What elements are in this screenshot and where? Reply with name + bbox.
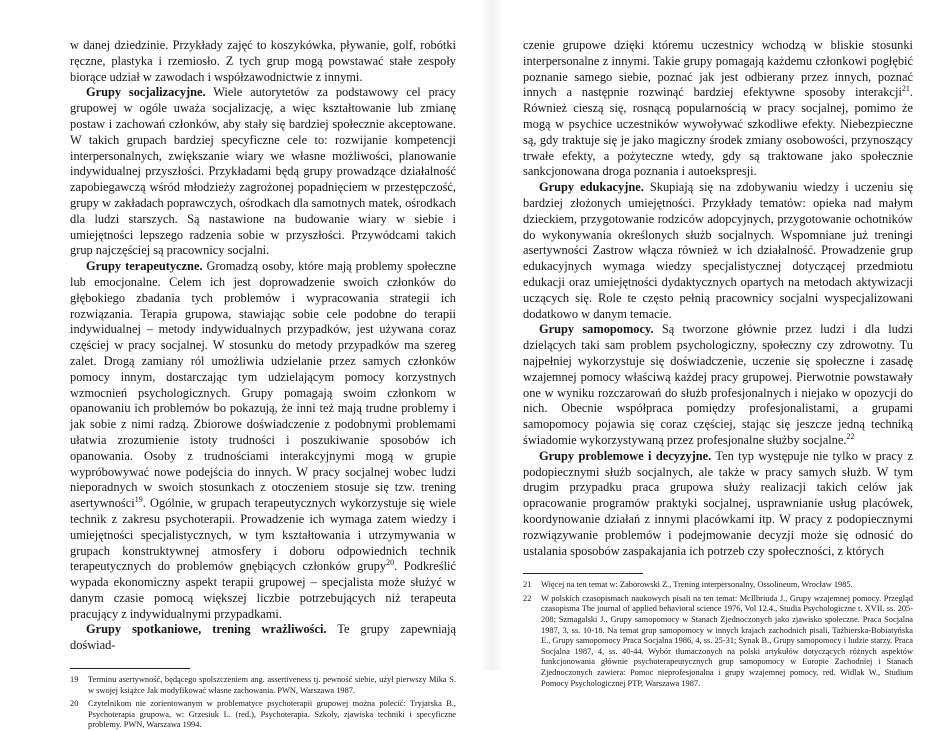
text-terapeutyczne-c: . Podkreślić wypada ekonomiczny aspekt terapii grupowej – specjalista może służyć w danym czasie pomocą większej liczbie potrzebujących niż terapeuta pracujący z indywidualnymi przypadkami. [70, 559, 456, 621]
footnote-ref-21[interactable]: 21 [901, 84, 910, 94]
footnote-text: Więcej na ten temat w: Zaborowski Z., Trening interpersonalny, Ossolineum, Wrocław 1985. [541, 580, 853, 590]
footnote-ref-19[interactable]: 19 [134, 494, 143, 504]
footnote-text: Czytelnikom nie zorientowanym w problematyce psychoterapii grupowej można polecić: Tryjarska B., Psychoterapia grupowa, w: Grzesiuk L. (red.), Psychoterapia. Szkoły, zjawiska techniki i specyficzne problemy. PWN, Warszawa 1994. [88, 699, 456, 730]
footnote-text: Terminu asertywność, będącego spolszczeniem ang. assertiveness tj. pewność siebie, użył pierwszy Mika S. w swojej książce Jak modyfikować własne zachowania. PWN, Warszawa 1987. [88, 675, 456, 695]
footnote-number: 21 [523, 580, 532, 590]
right-page [523, 38, 913, 708]
heading-edukacyjne: Grupy edukacyjne. [539, 180, 644, 195]
paragraph-intro: w danej dziedzinie. Przykłady zajęć to koszykówka, pływanie, golf, robótki ręczne, plastyka i rzemiosło. Z tych grup mogą powstawać stałe zespoły biorące udział w zawodach i współzawodnictwie z innymi. [70, 38, 456, 84]
heading-socjalizacyjne: Grupy socjalizacyjne. [86, 85, 206, 100]
paragraph-edukacyjne [523, 180, 913, 322]
footnote-divider [70, 668, 190, 669]
footnote-text: W polskich czasopismach naukowych pisali na ten temat: McIlbriuda J., Grupy wzajemnej pomocy. Przegląd czasopisma The journal of applied behavioral science 1976, Vol 12.4., Studia Psychologiczne t. XVII. ss. 205-208; Szmagalski J., Grupy samopomocy w Stanach Zjednoczonych jako zjawisko społeczne. Praca Socjalna 1987, 3, ss. 10-18. Na temat grup samopomocy w innych krajach zachodnich pisali, Taźbierska-Bobiatyńska E., Grupy samopomocy Praca Socjalna 1986, 4, ss. 25-31; Synak B., Grupy samopomocy i ludzie starzy. Praca Socjalna 1987, 4, ss. 40-44. Wybór tłumaczonych na polski artykułów dotyczących różnych aspektów funkcjonowania głównie psychoterapeutycznych grup samopomocy w Europie Zachodniej i Stanach Zjednoczonych zawiera: Pomoc nieprofesjonalna i grupy wzajemnej pomocy, red. Widlak W., Studium Pomocy Psychologicznej PTP, Warszawa 1987. [541, 593, 913, 688]
text-continuation-b: . Również cieszą się, rosnącą popularnością w pracy socjalnej, pomimo że mogą w psychice uczestników wywoływać szkodliwe efekty. Niebezpieczne są, gdy traktuje się je jako magiczny środek zmiany osobowości, przynoszący trwałe efekty, a pożyteczne wtedy, gdy są traktowane jako społecznie sankcjonowana droga poznania i autoekspresji. [523, 85, 913, 179]
footnote-21 [523, 580, 913, 591]
footnote-20 [70, 699, 456, 731]
book-gutter [480, 0, 504, 670]
footnote-number: 20 [70, 699, 79, 709]
text-samopomocy: Są tworzone głównie przez ludzi i dla ludzi dzielących taki sam problem psychologiczny, społeczny czy zdrowotny. Tu najpełniej wykorzystuje się doświadczenie, uczenie się społeczne i zasadę wzajemnej pomocy właściwą każdej pracy grupowej. Pierwotnie powstawały one w wyniku rozczarowań do służb profesjonalnych i niejako w opozycji do nich. Obecnie współpraca pomiędzy profesjonalistami, a grupami samopomocy pojawia się coraz częściej, stając się jeszcze jedną techniką świadomie wykorzystywaną przez profesjonalne służby socjalne. [523, 322, 913, 447]
paragraph-spotkaniowe [70, 622, 456, 654]
footnote-ref-20[interactable]: 20 [386, 558, 395, 568]
footnote-number: 22 [523, 593, 532, 603]
text-terapeutyczne-b: . Ogólnie, w grupach terapeutycznych wykorzystuje się wiele technik z zakresu psychoterapii. Prowadzenie ich wymaga zatem wiedzy i umiejętności specjalistycznych, w tym kształtowania i utrzymywania w grupach konstruktywnej atmosfery i doboru odpowiednich technik terapeutycznych do problemów gnębiących członków grupy [70, 496, 456, 574]
heading-problemowe: Grupy problemowe i decyzyjne. [539, 448, 712, 463]
footnote-divider [523, 573, 643, 574]
paragraph-terapeutyczne [70, 259, 456, 622]
text-continuation-a: czenie grupowe dzięki któremu uczestnicy wchodzą w bliskie stosunki interpersonalne z innymi. Takie grupy pomagają każdemu członkowi pogłębić poznanie samego siebie, poznać jak jest odbierany przez innych, poznać innych a następnie rozwinąć bardziej efektywne sposoby interakcji [523, 38, 913, 100]
text-socjalizacyjne: Wiele autorytetów za podstawowy cel pracy grupowej w ogóle uważa socjalizację, a więc kształtowanie lub zmianę postaw i zachowań członków, aby stały się bardziej społecznie akceptowane. W takich grupach bardziej specyficzne cele to: rozwijanie kompetencji interpersonalnych, zwiększanie wiary we własne możliwości, planowanie indywidualnej przyszłości. Przykładami będą grupy prowadzące działalność zapobiegawczą wśród młodzieży zagrożonej popadnięciem w przestępczość, grupy w zakładach poprawczych, ośrodkach dla samotnych matek, ośrodkach dla ludzi starszych. Są nastawione na budowanie wiary w siebie i umiejętności lepszego radzenia sobie w przyszłości. Przywódcami takich grup najczęściej są pracownicy socjalni. [70, 85, 456, 258]
text-spotkaniowe: Te grupy zapewniają doświad- [70, 622, 456, 653]
text-terapeutyczne-a: Gromadzą osoby, które mają problemy społeczne lub emocjonalne. Celem ich jest doprowadzenie swoich członków do głębokiego zbadania tych problemów i wypracowania strategii ich rozwiązania. Terapia grupowa, stawiając sobie cele podobne do terapii indywidualnej – metody indywidualnych przypadków, jest używana coraz częściej w pracy socjalnej. W stosunku do metody przypadków ma szereg zalet. Drogą zamiany ról umożliwia udzielanie przez samych członków pomocy innym, dostarczając tym udzielającym pomocy korzystnych wzmocnień psychologicznych. Grupy pomagają swoim członkom w opanowaniu ich problemów bo pokazują, że inni też mają trudne problemy i jak sobie z nimi radzą. Zbiorowe doświadczenie z podobnymi problemami ułatwia zrozumienie istoty trudności i poszukiwanie sposobów ich opanowania. Osoby z trudnościami interakcyjnymi mogą w grupie wypróbowywać nowe podejścia do innych. W pracy socjalnej wobec ludzi nieporadnych w swoich stosunkach z otoczeniem stosuje się tzw. trening asertywności [70, 259, 456, 511]
text-edukacyjne: Skupiają się na zdobywaniu wiedzy i uczeniu się bardziej złożonych umiejętności. Przykłady tematów: opieka nad małym dzieckiem, przygotowanie rodziców adopcyjnych, przygotowanie ochotników do wykonywania określonych służb socjalnych. Wspomniane już treningi asertywności Zastrow włącza również w ich działalność. Prowadzenie grup edukacyjnych wymaga wiedzy specjalistycznej dotyczącej przedmiotu edukacji oraz umiejętności dydaktycznych opartych na metodach aktywizacji uczących się. Role te często pełnią pracownicy socjalni wyspecjalizowani dodatkowo w danym temacie. [523, 180, 913, 321]
left-page [70, 38, 456, 730]
footnote-22 [523, 594, 913, 689]
paragraph-continuation [523, 38, 913, 180]
footnote-ref-22[interactable]: 22 [846, 431, 855, 441]
heading-terapeutyczne: Grupy terapeutyczne. [86, 259, 203, 274]
paragraph-samopomocy [523, 322, 913, 448]
heading-spotkaniowe: Grupy spotkaniowe, trening wrażliwości. [86, 622, 327, 637]
paragraph-socjalizacyjne [70, 85, 456, 259]
footnote-number: 19 [70, 675, 79, 685]
text-problemowe: Ten typ występuje nie tylko w pracy z podopiecznymi służb socjalnych, ale także w pracy samych służb. W tym drugim przypadku praca grupowa służy realizacji takich celów jak opracowanie programów praktyki socjalnej, usprawnianie usług placówek, koordynowanie działań z innymi placówkami itp. W pracy z podopiecznymi rozwiązywanie problemów i podejmowanie decyzji może się odnosić do ustalania sposobów zaspakajania ich potrzeb czy społeczności, z których [523, 448, 913, 558]
footnote-19 [70, 675, 456, 696]
heading-samopomocy: Grupy samopomocy. [539, 322, 654, 337]
paragraph-problemowe [523, 449, 913, 560]
